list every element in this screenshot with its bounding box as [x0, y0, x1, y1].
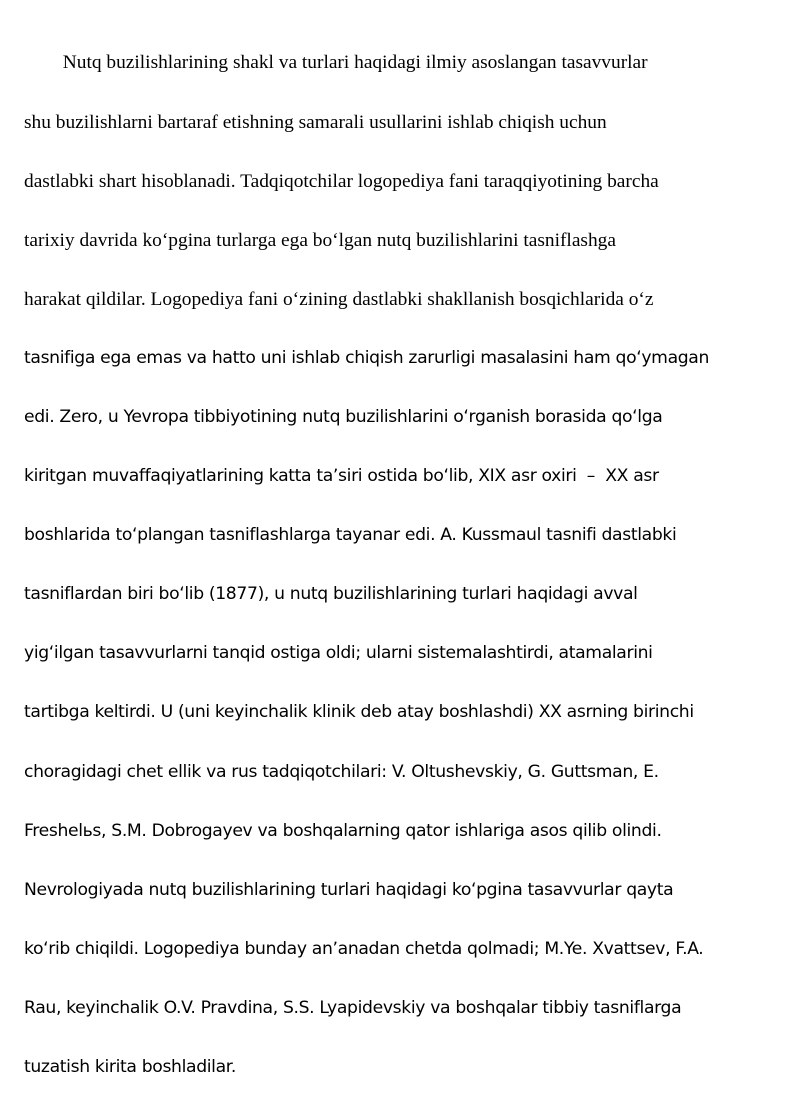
paragraph-line-8: kiritgan muvaffaqiyatlarining katta taʼsiri ostida boʻlib, XIX asr oxiri – XX asr: [24, 466, 659, 487]
paragraph-line-13: choragidagi chet ellik va rus tadqiqotchilari: V. Oltushevskiy, G. Guttsman, E.: [24, 761, 659, 782]
paragraph-line-6: tasnifiga ega emas va hatto uni ishlab chiqish zarurligi masalasini ham qoʻymagan: [24, 347, 710, 368]
paragraph-line-17: Rau, keyinchalik O.V. Pravdina, S.S. Lyapidevskiy va boshqalar tibbiy tasniflarga: [24, 997, 682, 1018]
paragraph-line-7: edi. Zero, u Yevropa tibbiyotining nutq buzilishlarini oʻrganish borasida qoʻlga: [24, 406, 663, 427]
paragraph-line-10: tasniflardan biri boʻlib (1877), u nutq buzilishlarining turlari haqidagi avval: [24, 584, 638, 605]
body-paragraph: [24, 14, 784, 1117]
paragraph-line-3: dastlabki shart hisoblanadi. Tadqiqotchilar logopediya fani taraqqiyotining barcha: [24, 170, 659, 192]
paragraph-line-18: tuzatish kirita boshladilar.: [24, 1057, 237, 1077]
paragraph-line-9: boshlarida toʻplangan tasniflashlarga tayanar edi. A. Kussmaul tasnifi dastlabki: [24, 525, 677, 546]
paragraph-line-16: koʻrib chiqildi. Logopediya bunday anʼanadan chetda qolmadi; M.Ye. Xvattsev, F.A.: [24, 938, 704, 959]
paragraph-line-5: harakat qildilar. Logopediya fani oʻzining dastlabki shakllanish bosqichlarida oʻz: [24, 288, 654, 310]
paragraph-line-12: tartibga keltirdi. U (uni keyinchalik klinik deb atay boshlashdi) XX asrning birinchi: [24, 702, 694, 723]
paragraph-line-1: Nutq buzilishlarining shakl va turlari haqidagi ilmiy asoslangan tasavvurlar: [24, 52, 648, 74]
paragraph-line-2: shu buzilishlarni bartaraf etishning samarali usullarini ishlab chiqish uchun: [24, 111, 607, 133]
paragraph-line-14: Freshelьs, S.M. Dobrogayev va boshqalarning qator ishlariga asos qilib olindi.: [24, 820, 662, 841]
paragraph-line-15: Nevrologiyada nutq buzilishlarining turlari haqidagi koʻpgina tasavvurlar qayta: [24, 879, 674, 900]
paragraph-line-11: yigʻilgan tasavvurlarni tanqid ostiga oldi; ularni sistemalashtirdi, atamalarini: [24, 643, 653, 664]
paragraph-line-4: tarixiy davrida koʻpgina turlarga ega boʻlgan nutq buzilishlarini tasniflashga: [24, 229, 616, 251]
